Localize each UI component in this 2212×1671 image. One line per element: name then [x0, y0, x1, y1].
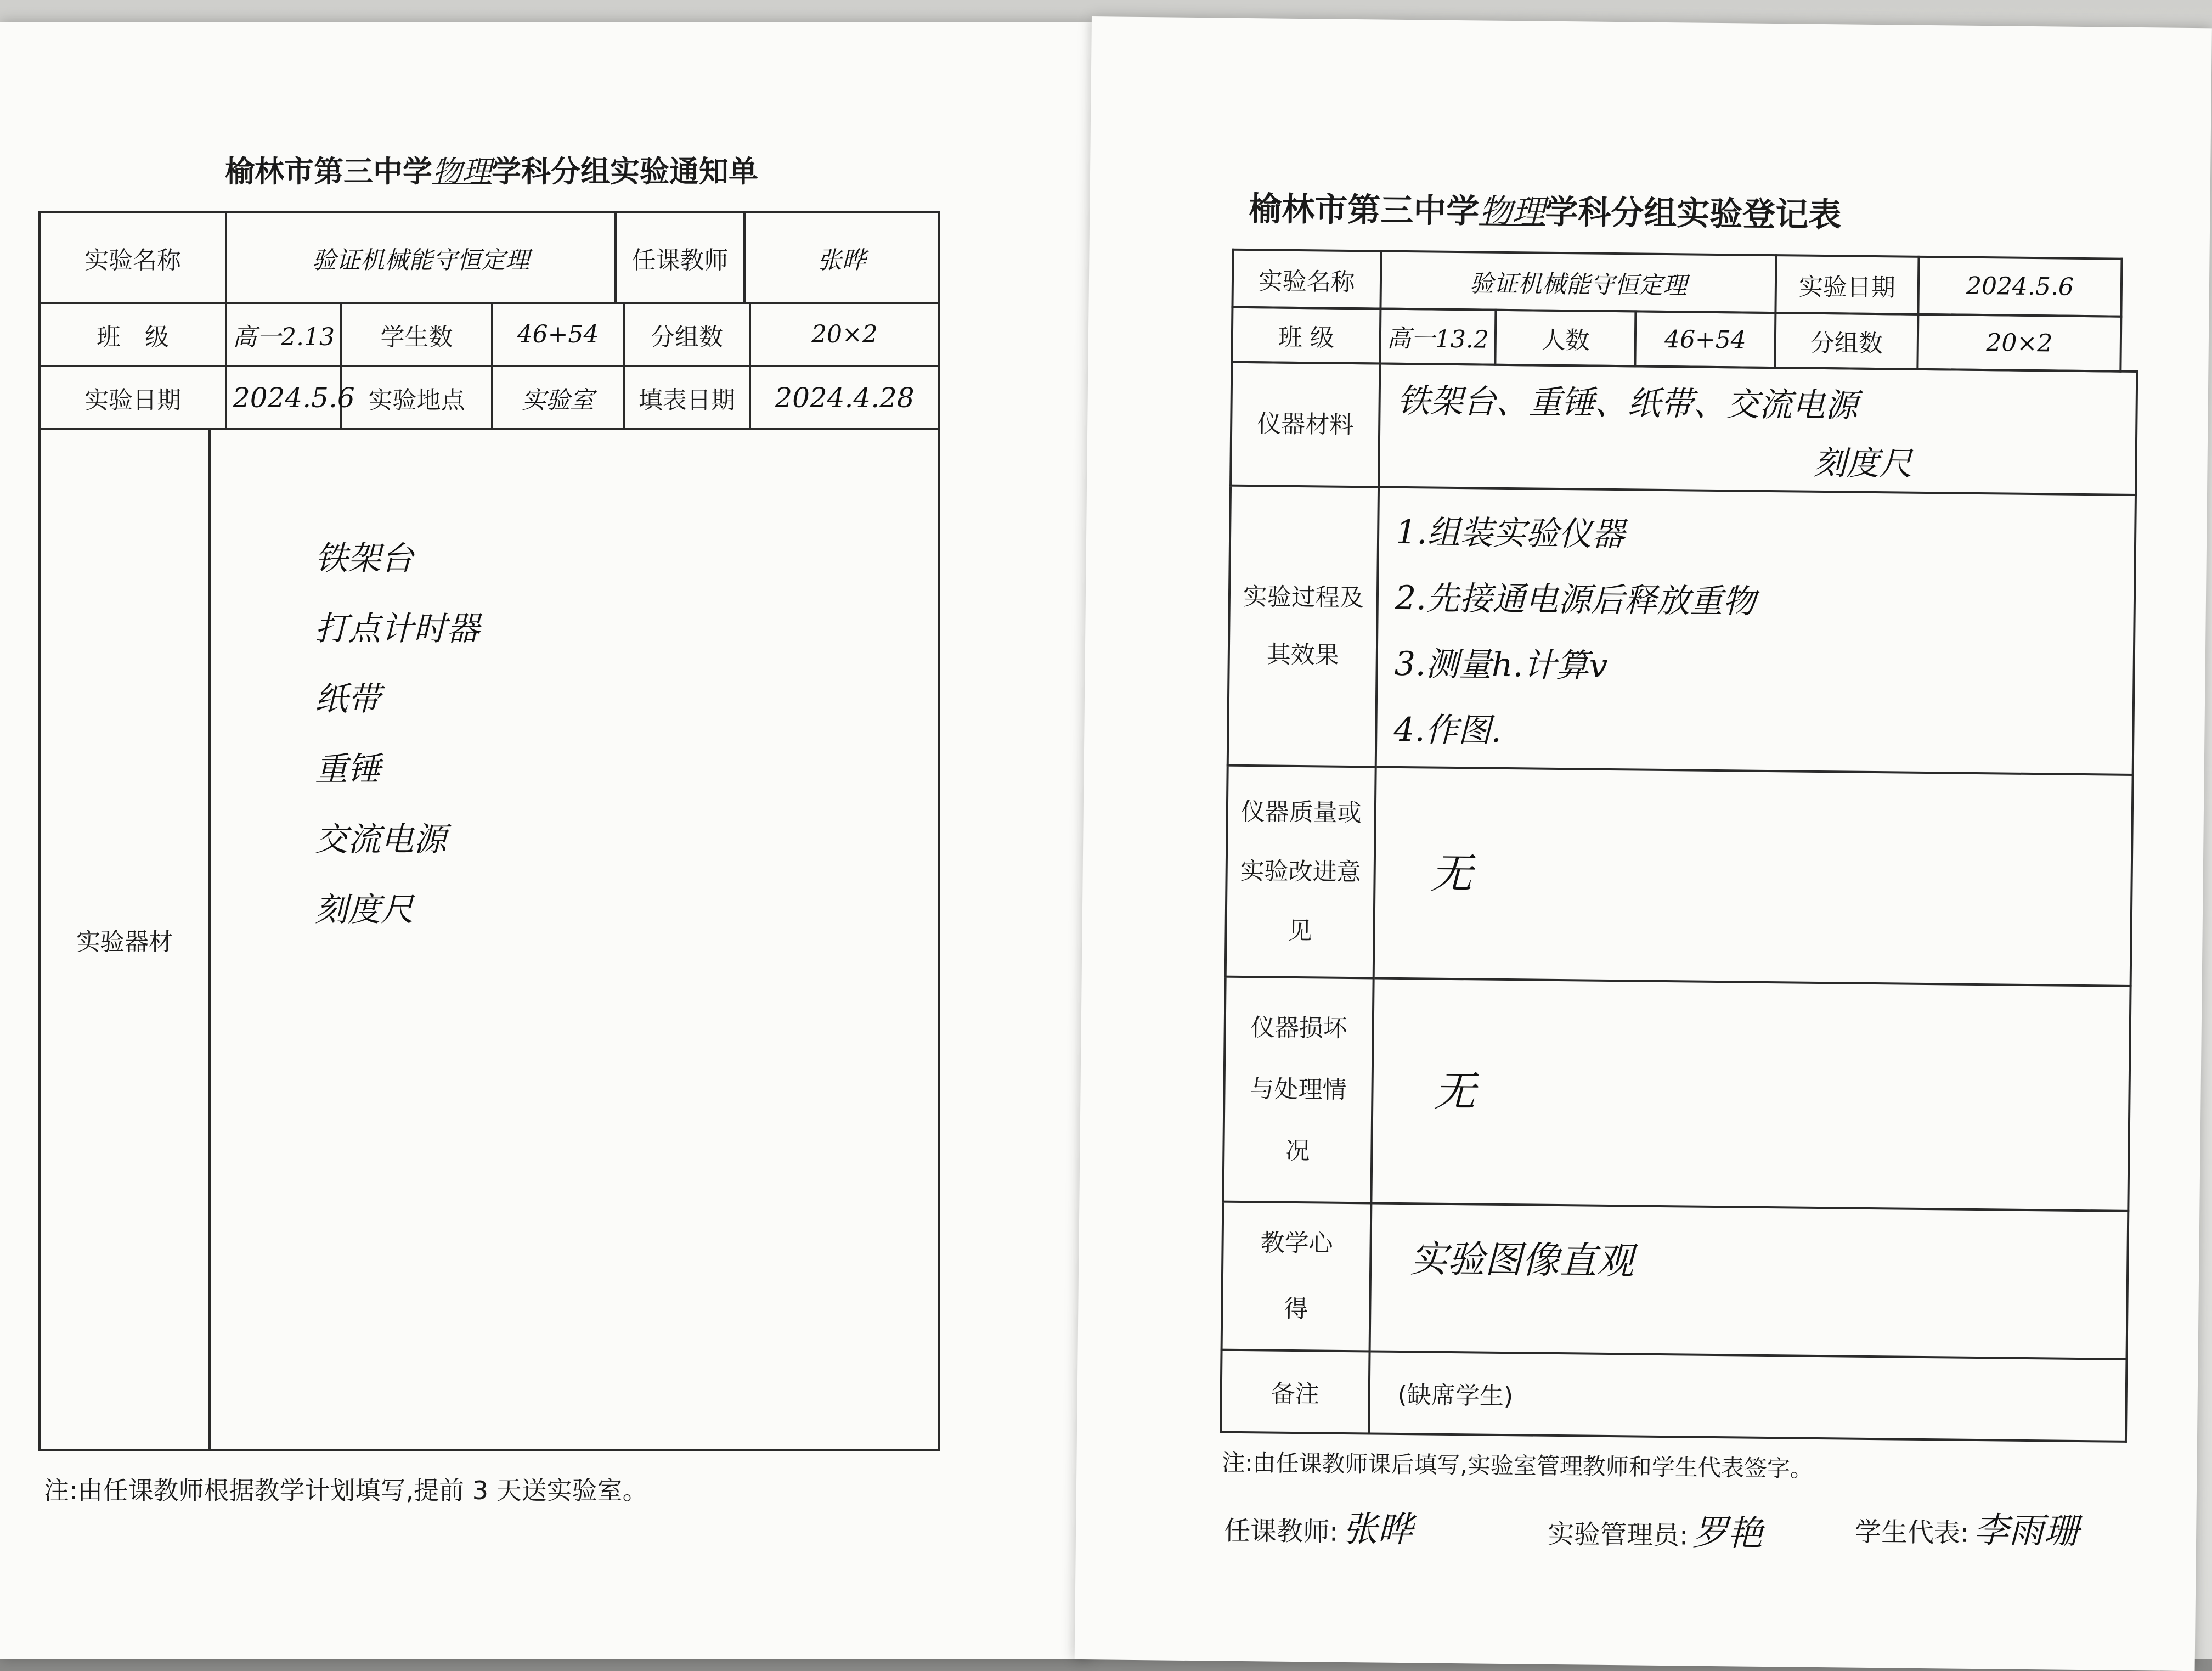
- process-step: 1.组装实验仪器: [1395, 513, 1625, 554]
- admin-signature: [1548, 1503, 1763, 1556]
- students-value: 46+54: [492, 303, 624, 366]
- reg-date-value: 2024.5.6: [1918, 257, 2121, 317]
- teacher-label: 任课教师: [616, 212, 744, 303]
- reg-groups-label: 分组数: [1775, 313, 1918, 369]
- equipment-label: 实验器材: [40, 429, 210, 1450]
- admin-signature-label: 实验管理员:: [1547, 1518, 1689, 1551]
- process-cell: [1376, 487, 2136, 775]
- remark-label: 备注: [1221, 1350, 1370, 1434]
- exp-name-label: 实验名称: [40, 212, 226, 303]
- register-row: [1232, 250, 2121, 317]
- equipment-item: 刻度尺: [315, 891, 414, 929]
- materials-label: 仪器材料: [1231, 362, 1380, 487]
- student-signature-value: 李雨珊: [1973, 1510, 2079, 1552]
- register-title-prefix: 榆林市第三中学: [1248, 190, 1480, 231]
- equipment-table: [38, 428, 940, 1451]
- process-row: [1228, 486, 2136, 775]
- reg-class-label: 班 级: [1232, 307, 1380, 364]
- equipment-row: [40, 429, 939, 1450]
- groups-value: 20×2: [750, 303, 939, 366]
- students-label: 学生数: [341, 303, 492, 366]
- materials-row: [1231, 362, 2137, 495]
- damage-value: 无: [1434, 1066, 1476, 1116]
- reg-groups-value: 20×2: [1917, 314, 2121, 372]
- insight-label: 教学心得: [1222, 1202, 1372, 1352]
- equipment-item: 铁架台: [315, 539, 414, 578]
- class-label: 班 级: [40, 303, 226, 366]
- notice-row: [40, 212, 939, 303]
- register-title: [1249, 183, 1842, 236]
- notice-table: [38, 211, 940, 303]
- process-step: 3.测量h.计算v: [1394, 644, 1608, 685]
- reg-class-value: 高一13.2: [1380, 309, 1496, 365]
- notice-title: [225, 148, 758, 190]
- process-step: 4.作图.: [1393, 710, 1502, 750]
- damage-row: [1223, 977, 2130, 1211]
- damage-label: 仪器损坏与处理情况: [1223, 977, 1373, 1203]
- location-value: 实验室: [492, 366, 624, 429]
- process-step: 2.先接通电源后释放重物: [1395, 578, 1756, 621]
- equipment-item: 纸带: [315, 680, 381, 718]
- materials-cell: [1379, 364, 2137, 495]
- notice-title-prefix: 榆林市第三中学: [225, 154, 432, 189]
- notice-table-row2: [38, 302, 940, 430]
- date-value: 2024.5.6: [226, 366, 341, 429]
- equipment-item: 打点计时器: [315, 610, 479, 648]
- admin-signature-value: 罗艳: [1692, 1512, 1763, 1554]
- teacher-signature: [1224, 1500, 1413, 1552]
- remark-value: (缺席学生): [1369, 1351, 2126, 1441]
- class-value: 高一2.13: [226, 303, 341, 366]
- teacher-value: 张晔: [744, 212, 939, 303]
- fill-date-value: 2024.4.28: [750, 366, 939, 429]
- date-label: 实验日期: [40, 366, 226, 429]
- register-title-subject: 物理: [1479, 192, 1545, 232]
- quality-label: 仪器质量或实验改进意见: [1226, 766, 1376, 978]
- materials-line: 刻度尺: [1813, 443, 1912, 483]
- quality-row: [1226, 766, 2133, 986]
- notice-title-subject: 物理: [432, 154, 492, 189]
- fill-date-label: 填表日期: [624, 366, 750, 429]
- insight-row: [1222, 1202, 2129, 1359]
- reg-exp-name-label: 实验名称: [1232, 250, 1381, 309]
- register-title-suffix: 学科分组实验登记表: [1544, 193, 1842, 235]
- notice-footnote: 注:由任课教师根据教学计划填写,提前 3 天送实验室。: [44, 1476, 648, 1505]
- register-body-table: [1220, 361, 2138, 1443]
- notice-row: [40, 303, 939, 366]
- student-signature-label: 学生代表:: [1854, 1516, 1970, 1549]
- remark-row: [1221, 1350, 2126, 1442]
- groups-label: 分组数: [624, 303, 750, 366]
- notice-title-suffix: 学科分组实验通知单: [492, 154, 758, 189]
- notice-sheet: [0, 22, 1092, 1659]
- register-footnote: 注:由任课教师课后填写,实验室管理教师和学生代表签字。: [1222, 1449, 1814, 1482]
- quality-value: 无: [1430, 848, 1473, 898]
- process-label: 实验过程及其效果: [1228, 486, 1379, 767]
- equipment-cell: [210, 429, 939, 1450]
- location-label: 实验地点: [341, 366, 492, 429]
- teacher-signature-label: 任课教师:: [1223, 1515, 1339, 1548]
- reg-count-value: 46+54: [1635, 311, 1775, 368]
- materials-line: 铁架台、重锤、纸带、交流电源: [1397, 381, 1859, 425]
- notice-row: [40, 366, 939, 429]
- equipment-item: 交流电源: [315, 820, 447, 859]
- reg-date-label: 实验日期: [1775, 255, 1918, 314]
- reg-exp-name-value: 验证机械能守恒定理: [1380, 251, 1776, 313]
- reg-count-label: 人数: [1495, 310, 1635, 367]
- register-sheet: [1075, 16, 2212, 1671]
- insight-value: 实验图像直观: [1409, 1237, 1634, 1284]
- quality-cell: [1374, 767, 2133, 986]
- insight-cell: [1370, 1203, 2129, 1359]
- student-signature: [1855, 1501, 2079, 1554]
- damage-cell: [1371, 978, 2130, 1211]
- exp-name-value: 验证机械能守恒定理: [226, 212, 616, 303]
- register-row: [1232, 307, 2121, 372]
- teacher-signature-value: 张晔: [1342, 1509, 1413, 1551]
- equipment-item: 重锤: [315, 750, 381, 789]
